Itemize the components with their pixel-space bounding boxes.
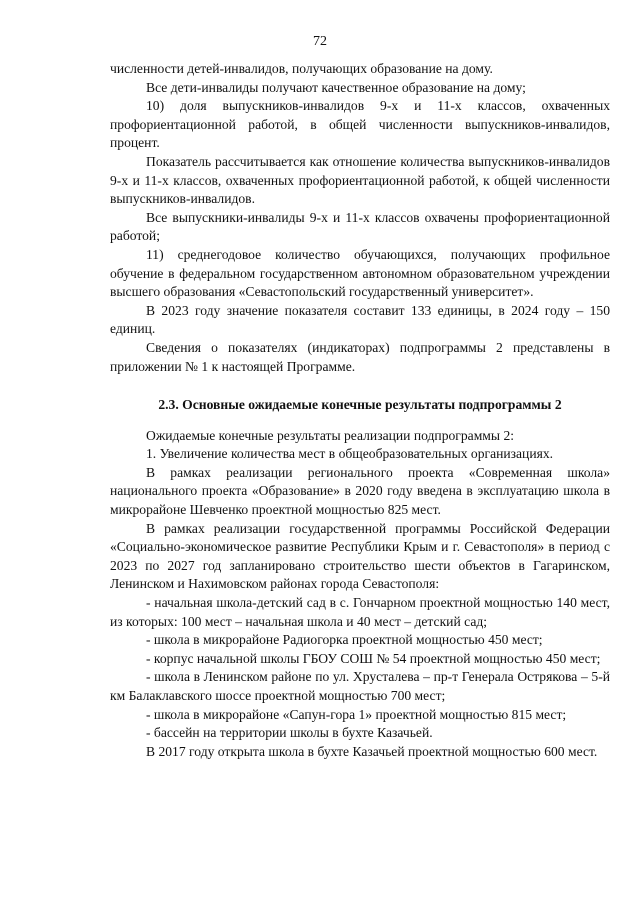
paragraph: Показатель рассчитывается как отношение количества выпускников-инвалидов 9-х и 11-х классов, охваченных профориентационной работой, к общей численности выпускников-инвалидов.: [110, 153, 610, 207]
paragraph: Сведения о показателях (индикаторах) подпрограммы 2 представлены в приложении № 1 к настоящей Программе.: [110, 339, 610, 374]
list-item: - начальная школа-детский сад в с. Гончарном проектной мощностью 140 мест, из которых: 100 мест – начальная школа и 40 мест – детский сад;: [110, 595, 610, 629]
section-heading: 2.3. Основные ожидаемые конечные результаты подпрограммы 2: [158, 397, 562, 413]
list-item: - корпус начальной школы ГБОУ СОШ № 54 проектной мощностью 450 мест;: [146, 650, 601, 666]
paragraph: В 2023 году значение показателя составит 133 единицы, в 2024 году – 150 единиц.: [110, 302, 610, 337]
paragraph: численности детей-инвалидов, получающих образование на дому.: [110, 61, 493, 76]
paragraph: В рамках реализации государственной программы Российской Федерации «Социально-экономическое развитие Республики Крым и г. Севастополя» в период с 2023 по 2027 год запланировано строительство шести объектов в Гагаринском, Ленинском и Нахимовском районах города Севастополя:: [110, 520, 610, 592]
list-item: - школа в микрорайоне «Сапун-гора 1» проектной мощностью 815 мест;: [146, 706, 567, 722]
paragraph: Все выпускники-инвалиды 9-х и 11-х классов охвачены профориентационной работой;: [110, 209, 610, 244]
paragraph: Ожидаемые конечные результаты реализации подпрограммы 2:: [146, 427, 515, 443]
paragraph: 1. Увеличение количества мест в общеобразовательных организациях.: [146, 446, 554, 462]
paragraph: 10) доля выпускников-инвалидов 9-х и 11-х классов, охваченных профориентационной работой, в общей численности выпускников-инвалидов, процент.: [110, 98, 610, 151]
paragraph: Все дети-инвалиды получают качественное образование на дому;: [146, 79, 526, 95]
paragraph: В 2017 году открыта школа в бухте Казачьей проектной мощностью 600 мест.: [146, 743, 598, 759]
list-item: - школа в Ленинском районе по ул. Хрусталева – пр-т Генерала Острякова – 5-й км Балаклавского шоссе проектной мощностью 700 мест;: [110, 669, 610, 703]
list-item: - школа в микрорайоне Радиогорка проектной мощностью 450 мест;: [146, 632, 543, 648]
paragraph: 11) среднегодовое количество обучающихся, получающих профильное обучение в федеральном государственном автономном образовательном учреждении высшего образования «Севастопольский государственный университет».: [110, 246, 610, 300]
paragraph: В рамках реализации регионального проекта «Современная школа» национального проекта «Образование» в 2020 году введена в эксплуатацию школа в микрорайоне Шевченко проектной мощностью 825 мест.: [110, 464, 610, 518]
list-item: - бассейн на территории школы в бухте Казачьей.: [146, 725, 433, 741]
page-number: 72: [313, 34, 327, 49]
document-body: [110, 60, 610, 761]
